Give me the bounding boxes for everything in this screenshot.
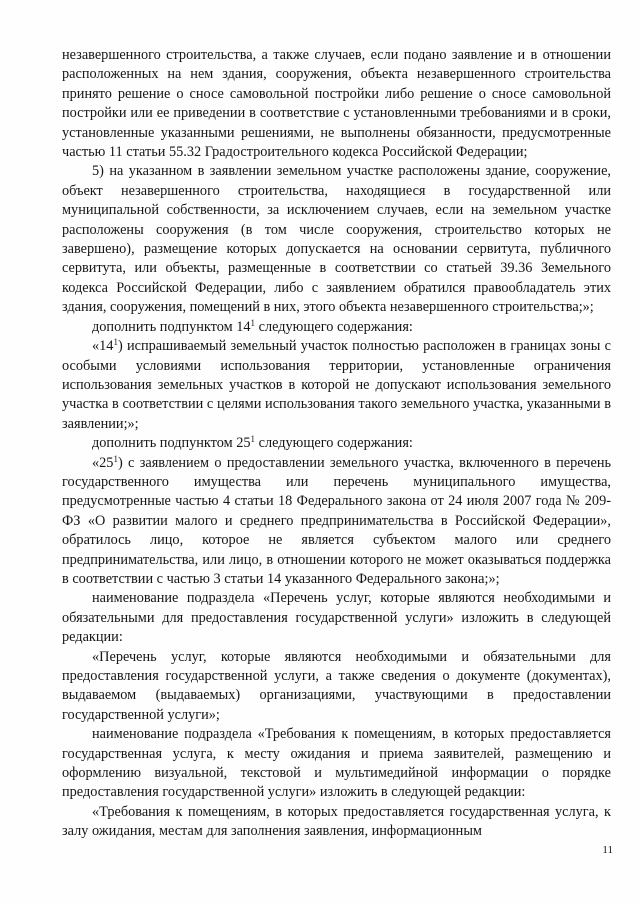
paragraph-5: дополнить подпунктом $25^1$ следующего содержания:: [92, 434, 413, 452]
paragraph-6: «$25^1$) с заявлением о предоставлении земельного участка, включенного в перечень государственного имущества или перечень муниципального имущества, предусмотренные частью 4 статьи 18 Федерального закона от 24 июля 2007 года № 209-ФЗ «О развитии малого и среднего предпринимательства в Российской Федерации», обратилось лицо, которое не является субъектом малого или среднего предпринимательства, или лицо, в отношении которого не может оказываться поддержка в соответствии с частью 3 статьи 14 указанного Федерального закона;»;: [62, 453, 611, 587]
superscript-one: 1: [250, 317, 256, 328]
superscript-one: 1: [113, 337, 118, 348]
superscript-one: 1: [250, 434, 256, 445]
paragraph-8: «Перечень услуг, которые являются необходимыми и обязательными для предоставления государственной услуги, а также сведения о документе (документах), выдаваемом (выдаваемых) организациями, участвующими в предоставлении государственной услуги»;: [62, 648, 611, 723]
paragraph-10: «Требования к помещениям, в которых предоставляется государственная услуга, к залу ожидания, местам для заполнения заявления, информационным: [62, 803, 611, 840]
superscript-one: 1: [113, 453, 118, 464]
paragraph-7: наименование подраздела «Перечень услуг, которые являются необходимыми и обязательными для предоставления государственной услуги» изложить в следующей редакции:: [62, 590, 611, 646]
page-number: 11: [602, 844, 613, 856]
paragraph-9: наименование подраздела «Требования к помещениям, в которых предоставляется государственная услуга, к месту ожидания и приема заявителей, размещению и оформлению визуальной, текстовой и мультимедийной информации о порядке предоставления государственной услуги» изложить в следующей редакции:: [62, 726, 611, 801]
paragraph-1: незавершенного строительства, а также случаев, если подано заявление и в отношении расположенных на нем здания, сооружения, объекта незавершенного строительства принято решение о сносе самовольной постройки либо решение о сносе самовольной постройки или ее приведении в соответствие с установленными требованиями и в сроки, установленные указанными решениями, не выполнены обязанности, предусмотренные частью 11 статьи 55.32 Градостроительного кодекса Российской Федерации;: [62, 47, 611, 161]
paragraph-3: дополнить подпунктом $14^1$ следующего содержания:: [92, 317, 413, 335]
paragraph-2: 5) на указанном в заявлении земельном участке расположены здание, сооружение, объект незавершенного строительства, находящиеся в государственной или муниципальной собственности, за исключением случаев, если на земельном участке расположены сооружения (в том числе сооружения, строительство которых не завершено), размещение которых допускается на основании сервитута, публичного сервитута, или объекты, размещенные в соответствии со статьей 39.36 Земельного кодекса Российской Федерации, либо с заявлением обратился правообладатель этих здания, сооружения, помещений в них, этого объекта незавершенного строительства;»;: [62, 163, 611, 316]
document-body: [62, 46, 611, 842]
paragraph-4: «$14^1$) испрашиваемый земельный участок полностью расположен в границах зоны с особыми условиями использования территории, установленные ограничения использования земельных участков в которой не допускают использования земельного участка в соответствии с целями использования такого земельного участка, указанными в заявлении;»;: [62, 337, 611, 432]
